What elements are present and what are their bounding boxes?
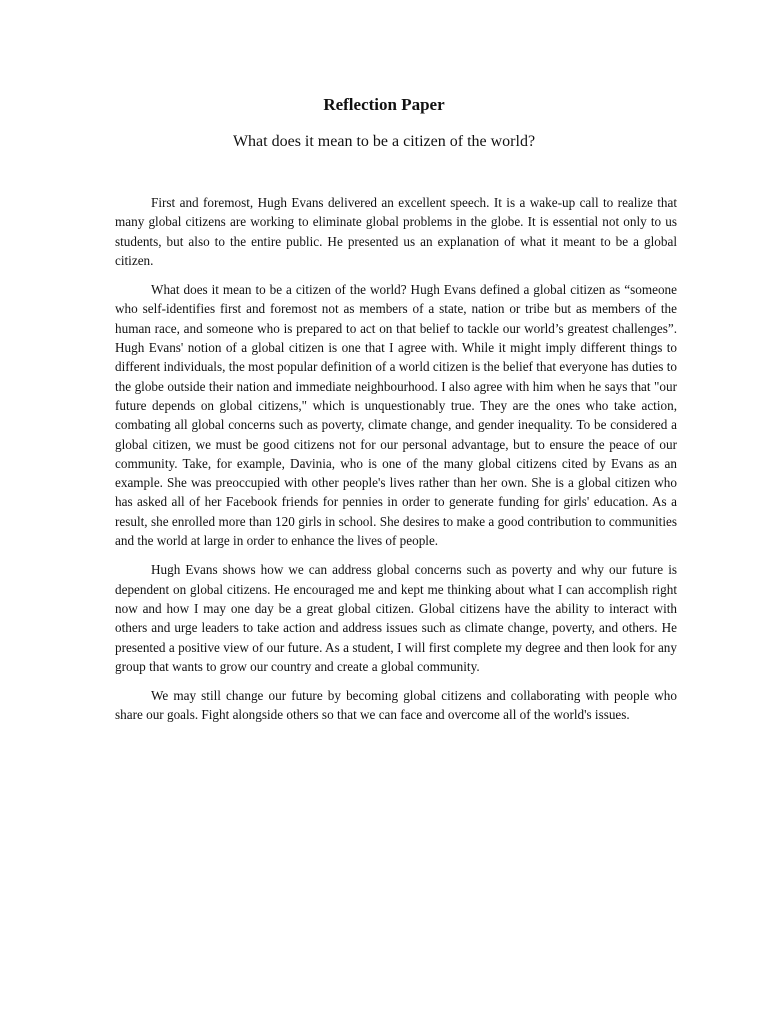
paragraph-4: We may still change our future by becoming global citizens and collaborating with people who share our goals. Fight alongside others so that we can face and overcome all of the world's issues. bbox=[115, 688, 677, 723]
document-body bbox=[115, 193, 677, 735]
paragraph-3: Hugh Evans shows how we can address global concerns such as poverty and why our future is dependent on global citizens. He encouraged me and kept me thinking about what I can accomplish right now and how I may one day be a great global citizen. Global citizens have the ability to interact with others and urge leaders to take action and address issues such as climate change, poverty, and others. He presented a positive view of our future. As a student, I will first complete my degree and then look for any group that wants to grow our country and create a global community. bbox=[115, 562, 677, 674]
paragraph-2: What does it mean to be a citizen of the world? Hugh Evans defined a global citizen as “someone who self-identifies first and foremost not as members of a state, nation or tribe but as members of the human race, and someone who is prepared to act on that belief to tackle our world’s greatest challenges”. Hugh Evans' notion of a global citizen is one that I agree with. While it might imply different things to different individuals, the most popular definition of a world citizen is the belief that everyone has duties to the globe outside their nation and immediate neighbourhood. I also agree with him when he says that "our future depends on global citizens," which is unquestionably true. They are the ones who take action, combating all global concerns such as poverty, climate change, and gender inequality. To be considered a global citizen, we must be good citizens not for our personal advantage, but to ensure the peace of our community. Take, for example, Davinia, who is one of the many global citizens cited by Evans as an example. She was preoccupied with other people's lives rather than her own. She is a global citizen who has asked all of her Facebook friends for pennies in order to generate funding for girls' education. As a result, she enrolled more than 120 girls in school. She desires to make a good contribution to communities and the world at large in order to enhance the lives of people. bbox=[115, 282, 677, 549]
document-title: Reflection Paper bbox=[323, 95, 445, 114]
document-subtitle: What does it mean to be a citizen of the world? bbox=[232, 133, 536, 150]
paragraph-1: First and foremost, Hugh Evans delivered an excellent speech. It is a wake-up call to realize that many global citizens are working to eliminate global problems in the globe. It is essential not only to us students, but also to the entire public. He presented us an explanation of what it meant to be a global citizen. bbox=[115, 195, 677, 268]
